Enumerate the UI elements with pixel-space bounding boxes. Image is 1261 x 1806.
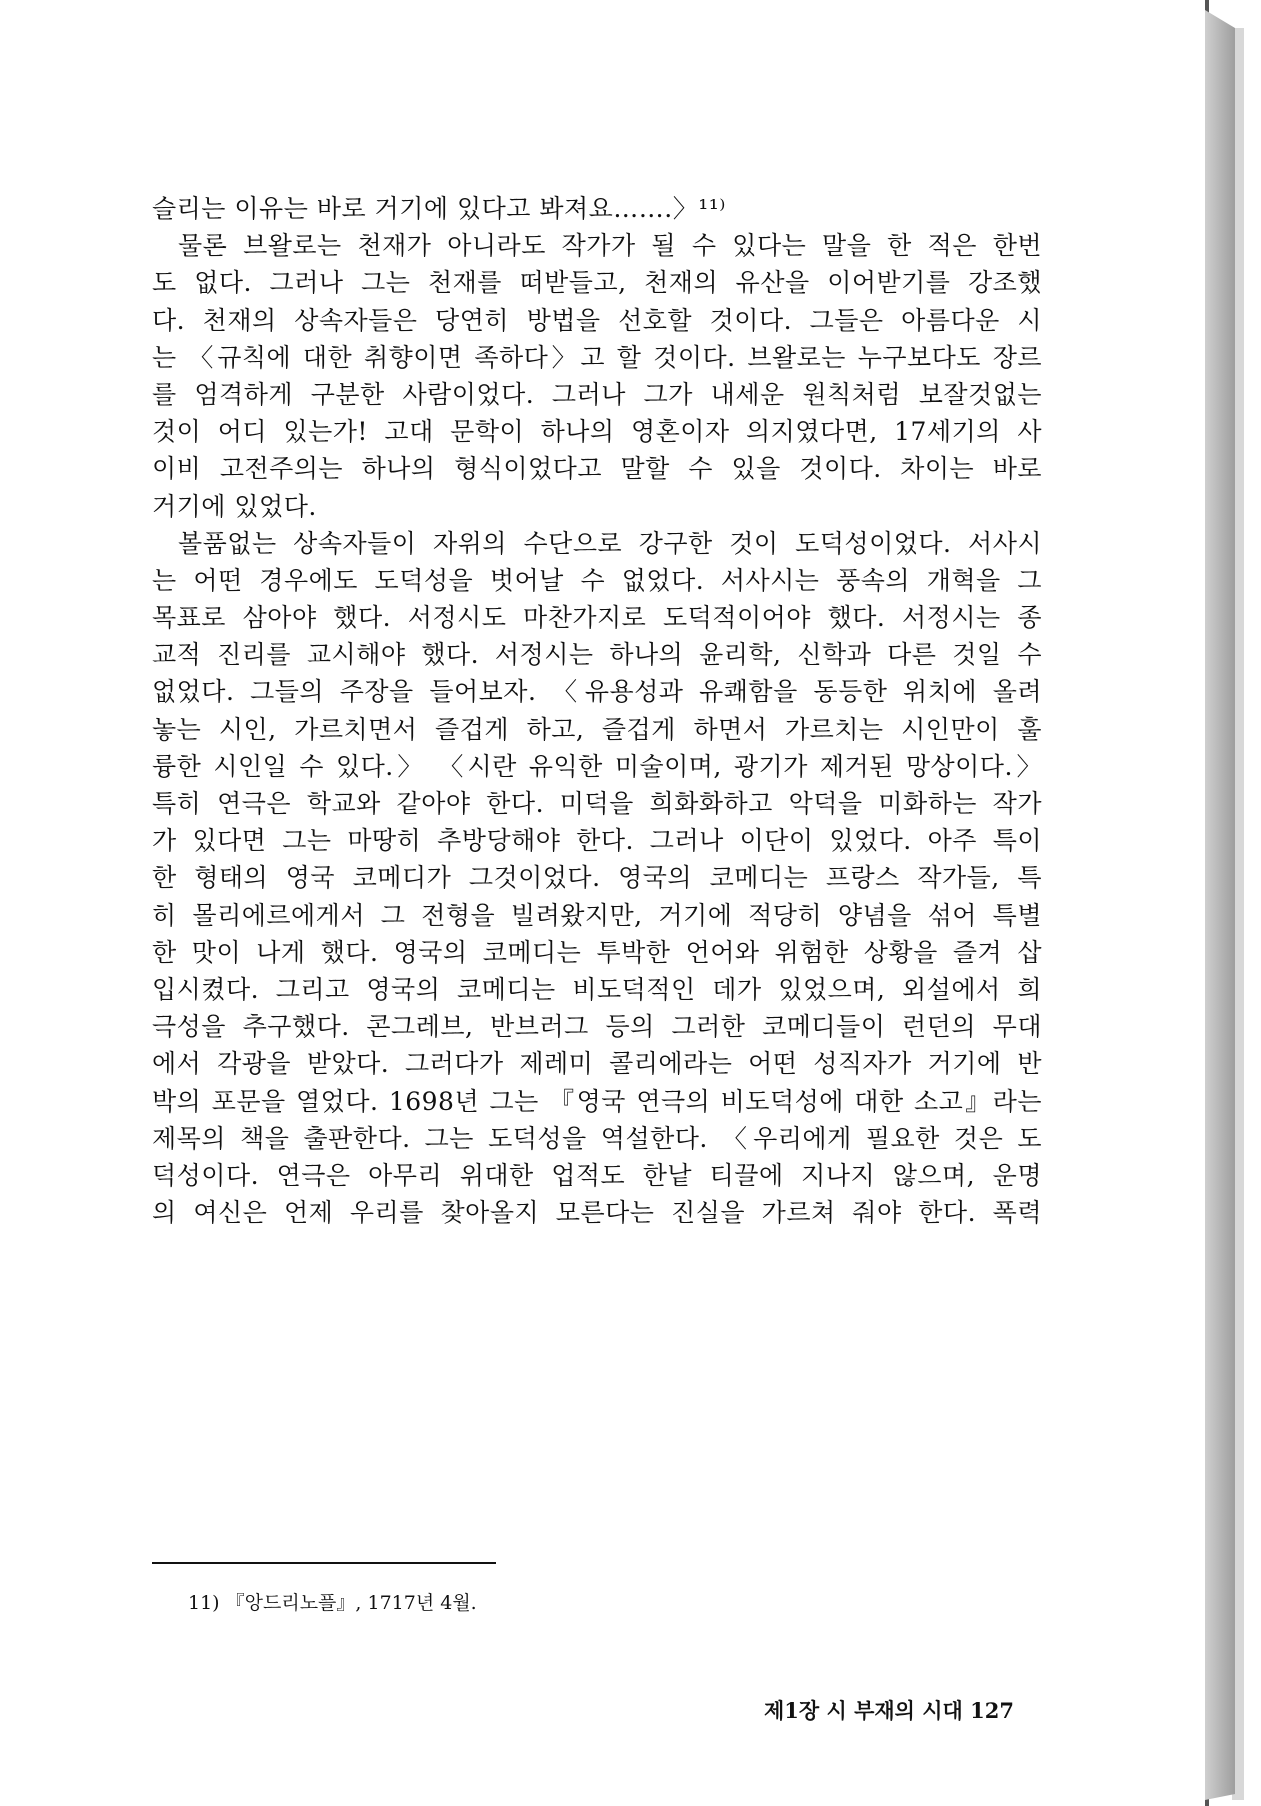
text-line: 없었다. 그들의 주장을 들어보자. 〈유용성과 유쾌함을 동등한 위치에 올려: [152, 677, 1042, 707]
text-line: 도 없다. 그러나 그는 천재를 떠받들고, 천재의 유산을 이어받기를 강조했: [152, 268, 1042, 298]
running-footer: 제1장 시 부재의 시대 127: [764, 1698, 1014, 1723]
text-line: 교적 진리를 교시해야 했다. 서정시는 하나의 윤리학, 신학과 다른 것일 수: [152, 640, 1042, 670]
text-line: 히 몰리에르에게서 그 전형을 빌려왔지만, 거기에 적당히 양념을 섞어 특별: [152, 900, 1042, 930]
body-text: [152, 190, 1042, 1231]
text-line: 목표로 삼아야 했다. 서정시도 마찬가지로 도덕적이어야 했다. 서정시는 종: [152, 603, 1042, 633]
text-line: 덕성이다. 연극은 아무리 위대한 업적도 한낱 티끌에 지나지 않으며, 운명: [152, 1160, 1042, 1190]
text-line: 가 있다면 그는 마땅히 추방당해야 한다. 그러나 이단이 있었다. 아주 특이: [152, 826, 1042, 856]
text-line: 슬리는 이유는 바로 거기에 있다고 봐져요…….〉¹¹⁾: [152, 194, 726, 223]
text-line: 한 맛이 나게 했다. 영국의 코메디는 투박한 언어와 위험한 상황을 즐겨 삽: [152, 937, 1042, 967]
text-line: 를 엄격하게 구분한 사람이었다. 그러나 그가 내세운 원칙처럼 보잘것없는: [152, 379, 1042, 409]
text-line: 입시켰다. 그리고 영국의 코메디는 비도덕적인 데가 있었으며, 외설에서 희: [152, 974, 1042, 1004]
text-line: 볼품없는 상속자들이 자위의 수단으로 강구한 것이 도덕성이었다. 서사시: [178, 528, 1042, 558]
text-line: 는 〈규칙에 대한 취향이면 족하다〉고 할 것이다. 브왈로는 누구보다도 장르: [152, 342, 1042, 372]
text-line: 극성을 추구했다. 콘그레브, 반브러그 등의 그러한 코메디들이 런던의 무대: [152, 1012, 1042, 1042]
page-stack-edge: [1205, 10, 1235, 1800]
text-line: 는 어떤 경우에도 도덕성을 벗어날 수 없었다. 서사시는 풍속의 개혁을 그: [152, 565, 1042, 595]
text-line: 의 여신은 언제 우리를 찾아올지 모른다는 진실을 가르쳐 줘야 한다. 폭력: [152, 1198, 1042, 1228]
text-line: 물론 브왈로는 천재가 아니라도 작가가 될 수 있다는 말을 한 적은 한번: [178, 231, 1042, 261]
text-line: 이비 고전주의는 하나의 형식이었다고 말할 수 있을 것이다. 차이는 바로: [152, 454, 1042, 484]
text-line: 제목의 책을 출판한다. 그는 도덕성을 역설한다. 〈우리에게 필요한 것은 도: [152, 1123, 1042, 1153]
text-line: 거기에 있었다.: [152, 491, 317, 521]
text-line: 것이 어디 있는가! 고대 문학이 하나의 영혼이자 의지였다면, 17세기의 사: [152, 417, 1042, 447]
text-line: 특히 연극은 학교와 같아야 한다. 미덕을 희화화하고 악덕을 미화하는 작가: [152, 789, 1042, 818]
footnote-rule: [152, 1562, 496, 1564]
text-line: 륭한 시인일 수 있다.〉 〈시란 유익한 미술이며, 광기가 제거된 망상이다.〉: [152, 751, 1042, 781]
text-line: 다. 천재의 상속자들은 당연히 방법을 선호할 것이다. 그들은 아름다운 시: [152, 305, 1042, 335]
text-line: 박의 포문을 열었다. 1698년 그는 『영국 연극의 비도덕성에 대한 소고』라는: [152, 1086, 1042, 1116]
text-line: 한 형태의 영국 코메디가 그것이었다. 영국의 코메디는 프랑스 작가들, 특: [152, 863, 1042, 893]
footnote: 11) 『앙드리노플』, 1717년 4월.: [188, 1592, 477, 1614]
text-line: 놓는 시인, 가르치면서 즐겁게 하고, 즐겁게 하면서 가르치는 시인만이 훌: [152, 714, 1042, 744]
text-line: 에서 각광을 받았다. 그러다가 제레미 콜리에라는 어떤 성직자가 거기에 반: [152, 1049, 1042, 1079]
